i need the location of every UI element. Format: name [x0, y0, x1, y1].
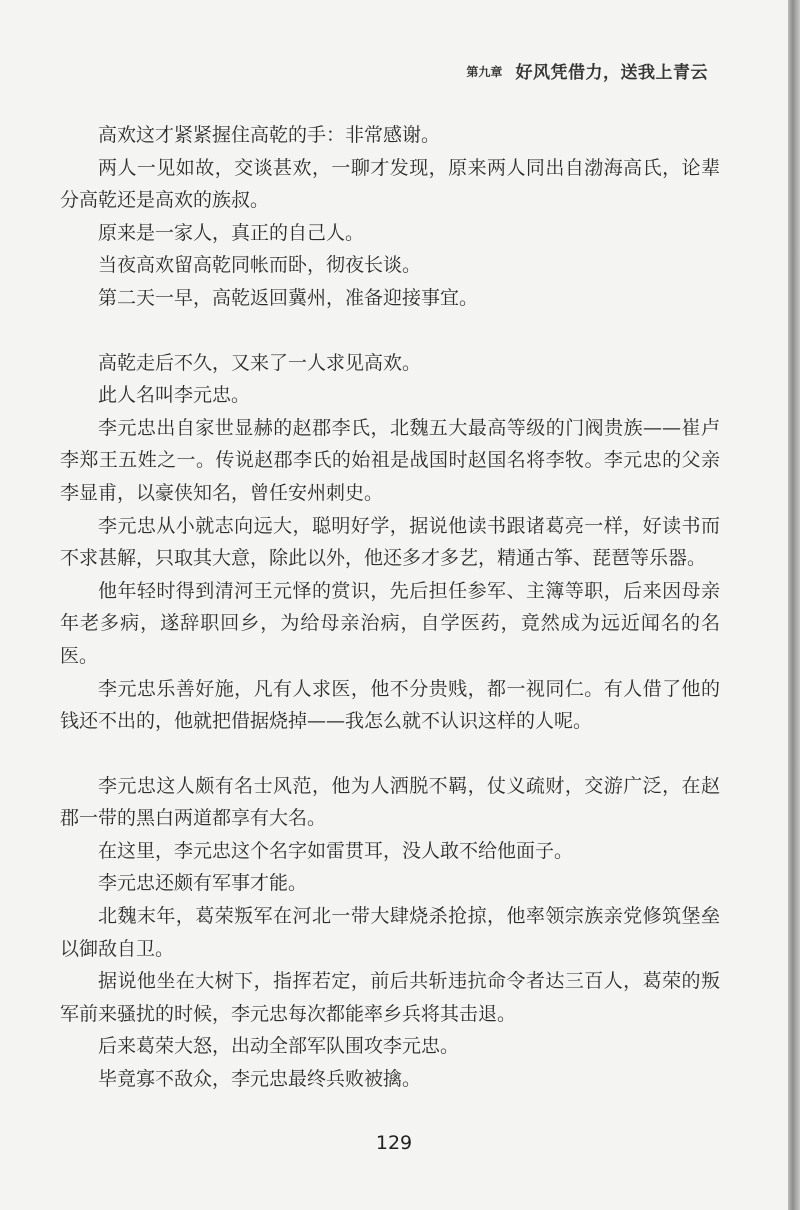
paragraph: 据说他坐在大树下，指挥若定，前后共斩违抗命令者达三百人，葛荣的叛军前来骚扰的时候，李元忠每次都能率乡兵将其击退。: [60, 970, 720, 1025]
paragraph: 高欢这才紧紧握住高乾的手：非常感谢。: [98, 124, 441, 146]
page-number: 129: [375, 1132, 413, 1154]
paragraph: 李元忠乐善好施，凡有人求医，他不分贵贱，都一视同仁。有人借了他的钱还不出的，他就把借据烧掉——我怎么就不认识这样的人呢。: [60, 677, 720, 733]
page-edge-shadow: [788, 0, 800, 1210]
paragraph: 李元忠还颇有军事才能。: [98, 872, 308, 895]
chapter-title: 好风凭借力，送我上青云: [515, 63, 708, 83]
paragraph: 李元忠从小就志向远大，聪明好学，据说他读书跟诸葛亮一样，好读书而不求甚解，只取其大意，除此以外，他还多才多艺，精通古筝、琵琶等乐器。: [60, 514, 720, 570]
paragraph: 原来是一家人，真正的自己人。: [98, 221, 365, 244]
paragraph: 当夜高欢留高乾同帐而卧，彻夜长谈。: [98, 254, 422, 277]
paragraph: 高乾走后不久，又来了一人求见高欢。: [98, 351, 422, 374]
paragraph: 北魏末年，葛荣叛军在河北一带大肆烧杀抢掠，他率领宗族亲党修筑堡垒以御敌自卫。: [60, 905, 720, 960]
paragraph: 李元忠这人颇有名士风范，他为人洒脱不羁，仗义疏财，交游广泛，在赵郡一带的黑白两道都享有大名。: [60, 774, 720, 830]
paragraph: 两人一见如故，交谈甚欢，一聊才发现，原来两人同出自渤海高氏，论辈分高乾还是高欢的族叔。: [60, 156, 720, 212]
chapter-label: 第九章: [466, 65, 503, 79]
paragraph: 他年轻时得到清河王元怿的赏识，先后担任参军、主簿等职，后来因母亲年老多病，遂辞职回乡，为给母亲治病，自学医药，竟然成为远近闻名的名医。: [60, 579, 720, 667]
paragraph: 李元忠出自家世显赫的赵郡李氏，北魏五大最高等级的门阀贵族——崔卢李郑王五姓之一。传说赵郡李氏的始祖是战国时赵国名将李牧。李元忠的父亲李显甫，以豪侠知名，曾任安州刺史。: [60, 416, 720, 504]
paragraph: 毕竟寡不敌众，李元忠最终兵败被擒。: [98, 1068, 422, 1091]
paragraph: 此人名叫李元忠。: [98, 384, 251, 407]
body-text: [60, 119, 720, 1096]
running-header: [466, 58, 708, 83]
paragraph: 在这里，李元忠这个名字如雷贯耳，没人敢不给他面子。: [98, 839, 574, 862]
paragraph: 后来葛荣大怒，出动全部军队围攻李元忠。: [98, 1035, 460, 1058]
paragraph: 第二天一早，高乾返回冀州，准备迎接事宜。: [98, 286, 479, 309]
